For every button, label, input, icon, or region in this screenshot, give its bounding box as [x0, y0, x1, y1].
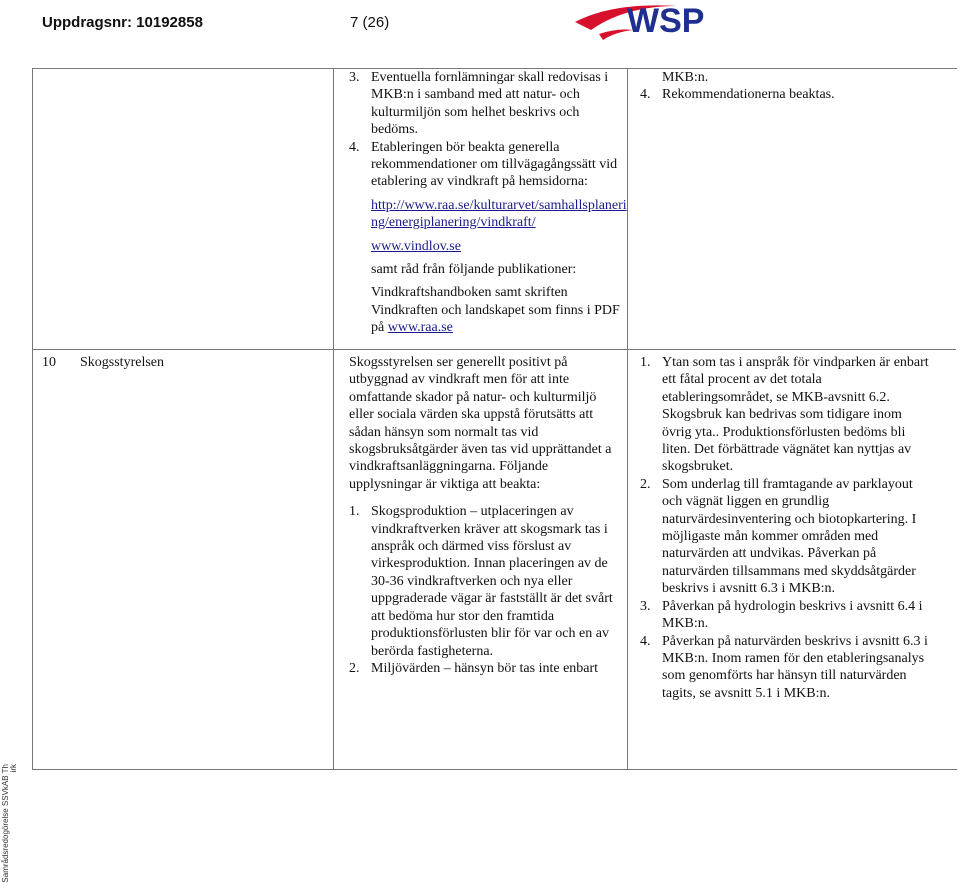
publications-text: [371, 284, 627, 336]
item-text: Påverkan på hydrologin beskrivs i avsnitt 6.4 i MKB:n.: [662, 598, 923, 632]
vindlov-link[interactable]: www.vindlov.se: [371, 238, 461, 254]
sidebar-vertical-text: [1, 600, 18, 883]
bottom-right-list: [640, 354, 930, 702]
item-number: 3.: [349, 70, 360, 85]
list-item: [640, 476, 930, 598]
row-number: 10: [42, 355, 56, 370]
logo-text: WSP: [627, 2, 705, 40]
list-item: [349, 69, 627, 139]
publications-body: Vindkraftshandboken samt skriften Vindkraften och landskapet som finns i PDF på: [371, 285, 620, 336]
item-number: 1.: [640, 355, 651, 370]
list-item: [640, 633, 930, 703]
wsp-logo: [573, 0, 713, 46]
item-text: Eventuella fornlämningar skall redovisas i MKB:n i samband med att natur- och kulturmiljön som helhet beskrivs och bedöms.: [371, 70, 609, 138]
list-item: [640, 354, 930, 476]
raa-link[interactable]: www.raa.se: [387, 320, 453, 336]
bottom-middle-cell: [349, 354, 623, 677]
item-number: 4.: [349, 139, 360, 155]
item-text: Som underlag till framtagande av parklayout och vägnät liggen en grundlig naturvärdesinventering och biotopkartering. I möjligaste mån kommer områden med naturvärden att undvikas. Påverkan på naturvärden tillsammans med skyddsåtgärder beskrivs i avsnitt 6.3 i MKB:n.: [662, 476, 917, 597]
publications-intro: samt råd från följande publikationer:: [371, 262, 577, 278]
list-item: [349, 139, 627, 191]
row-divider: [32, 349, 956, 350]
item-number: 3.: [640, 598, 651, 614]
top-right-cell: [640, 69, 940, 104]
item-text: Etableringen bör beakta generella rekommendationer om tillvägagångssätt vid etablering av vindkraft på hemsidorna:: [371, 139, 618, 190]
bottom-right-cell: [640, 354, 930, 702]
item-number: 4.: [640, 87, 651, 103]
sidebar-text: Samrådsredogörelse SSVkAB Th: [1, 764, 10, 883]
item-number: 2.: [640, 476, 651, 492]
organization-name: Skogsstyrelsen: [80, 355, 164, 370]
item-number: 1.: [349, 504, 360, 520]
item-text: Rekommendationerna beaktas.: [662, 87, 835, 103]
list-item: [640, 598, 930, 633]
sidebar-text-2: irk: [9, 764, 18, 773]
list-item: [349, 660, 623, 677]
item-text: Ytan som tas i anspråk för vindparken är enbart ett fåtal procent av det totala etableringsområdet, se MKB-avsnitt 6.2. Skogsbruk kan bedrivas som tidigare inom övrig yta.. Produktionsförlusten bedöms bli liten. Det förbättrade vägnätet kan nyttjas av skogsbruket.: [662, 355, 929, 475]
page-number: 7 (26): [350, 14, 390, 31]
intro-text: Skogsstyrelsen ser generellt positivt på utbyggnad av vindkraft men för att inte omfattande skador på natur- och kulturmiljö eller sociala värden ska uppstå förutsätts att sådan hänsyn som normalt tas vid skogsbruksåtgärder även tas vid upprättandet a vindkraftsanläggningarna. Följande upplysningar är viktiga att beakta:: [349, 355, 612, 492]
top-middle-cell: [349, 69, 627, 337]
bottom-middle-list: [349, 503, 623, 677]
top-right-list: [640, 86, 940, 103]
list-item: [640, 86, 940, 103]
top-middle-list: [349, 69, 627, 191]
item-text: Miljövärden – hänsyn bör tas inte enbart: [371, 660, 599, 676]
column-divider-1: [333, 68, 334, 769]
document-number: Uppdragsnr: 10192858: [42, 14, 203, 31]
item-number: 2.: [349, 660, 360, 676]
raa-vindkraft-link[interactable]: http://www.raa.se/kulturarvet/samhallsplanering/energiplanering/vindkraft/: [371, 197, 627, 231]
continuation-text: MKB:n.: [662, 70, 709, 85]
item-text: Skogsproduktion – utplaceringen av vindkraftverken kräver att skogsmark tas i anspråk och därmed viss förslust av virkesproduktion. Innan placeringen av de 30-36 vindkraftverken och nya eller uppgraderade vägar är fastställt är det svårt att bedöma hur stor den framtida produktionsförlusten blir för var och en av berörda fastigheterna.: [371, 504, 613, 659]
item-text: Påverkan på naturvärden beskrivs i avsnitt 6.3 i MKB:n. Inom ramen för den etableringsanalys som genomförts har hänsyn till naturvärden tagits, se avsnitt 5.1 i MKB:n.: [662, 633, 928, 701]
item-number: 4.: [640, 633, 651, 649]
column-divider-2: [627, 68, 628, 769]
list-item: [349, 503, 623, 660]
